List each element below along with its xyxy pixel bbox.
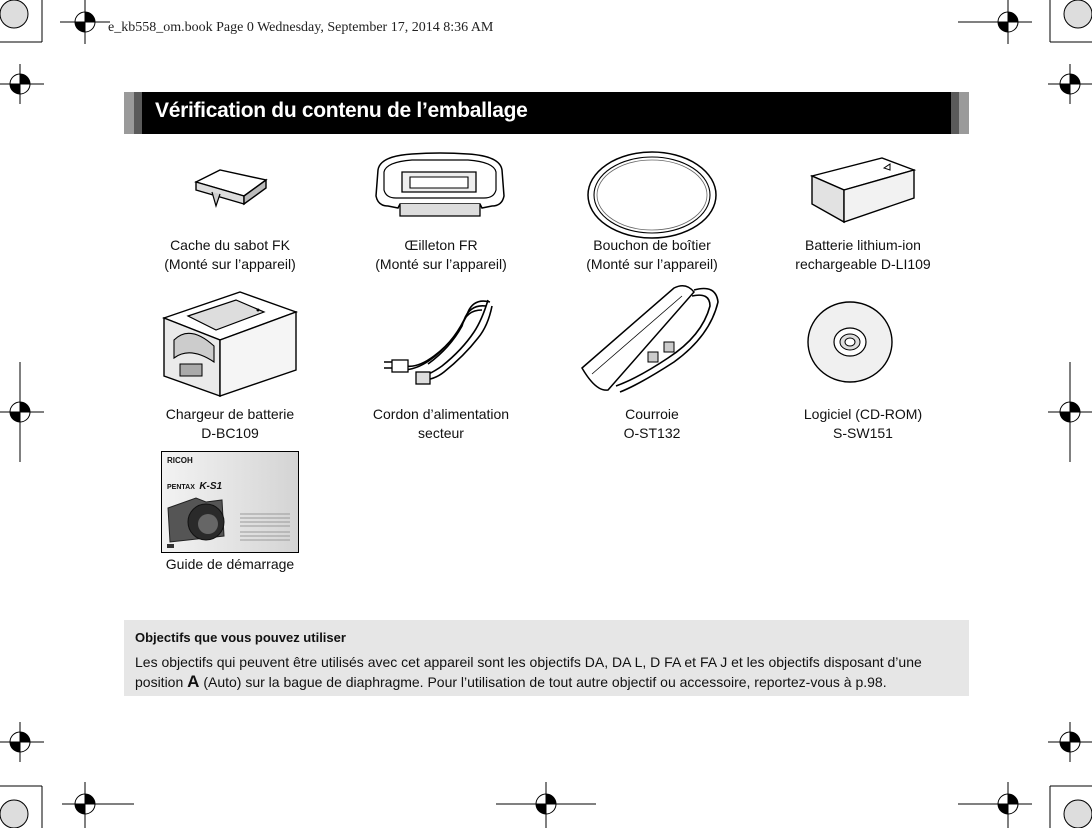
item-label-hot-shoe-cover: Cache du sabot FK (Monté sur l’appareil) <box>164 237 296 272</box>
eyecup-icon <box>372 150 508 230</box>
guide-product: PENTAX <box>167 484 195 491</box>
item-label-battery: Batterie lithium-ion rechargeable D-LI109 <box>795 237 931 272</box>
item-label-power-cord: Cordon d’alimentation secteur <box>372 406 510 441</box>
item-label-strap: Courroie O-ST132 <box>623 406 681 441</box>
power-cord-icon <box>378 296 496 388</box>
note-box <box>124 620 969 696</box>
item-label-body-mount-cover: Bouchon de boîtier (Monté sur l’appareil) <box>586 237 718 272</box>
software-cd-icon <box>806 298 894 386</box>
item-label-quick-guide: Guide de démarrage <box>165 556 295 572</box>
quick-guide-cover <box>161 451 299 553</box>
guide-brand: RICOH <box>167 456 193 465</box>
note-body: Les objectifs qui peuvent être utilisés avec cet appareil sont les objectifs DA, DA L, D FA et FA J et les objectifs disposant d’une position A (Auto) sur la bague de diaphragme. Pour l’utilisation de tout autre objectif ou accessoire, reportez-vous à p.98. <box>135 654 922 691</box>
auto-aperture-icon: A <box>187 672 200 691</box>
item-label-eyecup: Œilleton FR (Monté sur l’appareil) <box>375 237 507 272</box>
battery-icon <box>808 154 918 226</box>
strap-icon <box>578 282 726 396</box>
guide-model: K-S1 <box>199 481 223 492</box>
print-header: e_kb558_om.book Page 0 Wednesday, September 17, 2014 8:36 AM <box>108 20 494 35</box>
battery-charger-icon <box>160 288 300 398</box>
item-label-battery-charger: Chargeur de batterie D-BC109 <box>165 406 295 441</box>
note-title: Objectifs que vous pouvez utiliser <box>135 630 346 645</box>
body-mount-cover-icon <box>586 150 718 240</box>
section-banner <box>124 92 969 134</box>
camera-photo-icon <box>162 452 298 552</box>
item-label-software-cd: Logiciel (CD-ROM) S-SW151 <box>803 406 923 441</box>
section-title: Vérification du contenu de l’emballage <box>155 99 528 122</box>
hot-shoe-cover-icon <box>190 166 270 214</box>
